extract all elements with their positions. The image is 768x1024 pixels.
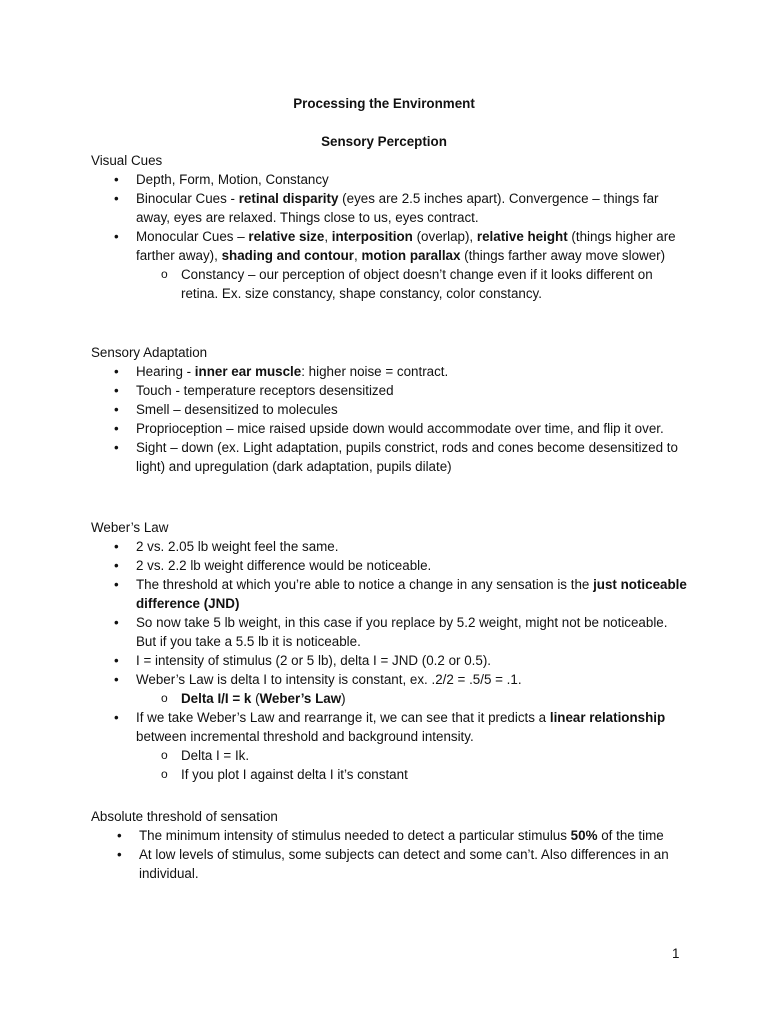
list-item <box>91 537 691 556</box>
section-heading: Visual Cues <box>91 153 163 168</box>
bold-term: inner ear muscle <box>194 364 302 379</box>
section-visual-cues <box>91 151 691 303</box>
text-run: Sight – down (ex. Light adaptation, pupils constrict, rods and cones become desensitized to light) and upregulation (dark adaptation, pupils dilate) <box>136 440 678 474</box>
bullet-list <box>91 537 691 784</box>
text-run: I = intensity of stimulus (2 or 5 lb), delta I = JND (0.2 or 0.5). <box>136 653 491 668</box>
list-item <box>91 419 691 438</box>
text-run: If we take Weber’s Law and rearrange it, we can see that it predicts a <box>136 710 550 725</box>
text-run: The minimum intensity of stimulus needed to detect a particular stimulus <box>139 828 571 843</box>
bullet-list <box>91 362 691 476</box>
list-item <box>91 651 691 670</box>
text-run: ( <box>251 691 260 706</box>
bullet-list <box>91 170 691 303</box>
bold-term: shading and contour <box>221 248 355 263</box>
bold-term: motion parallax <box>361 248 461 263</box>
text-run: Depth, Form, Motion, Constancy <box>136 172 329 187</box>
section-absolute-threshold <box>91 807 691 883</box>
list-item <box>91 708 691 746</box>
text-run: At low levels of stimulus, some subjects can detect and some can’t. Also differences in an individual. <box>139 847 669 881</box>
sub-list-item <box>91 265 691 303</box>
bold-term: 50% <box>570 828 598 843</box>
sub-list-item <box>91 746 691 765</box>
document-title: Processing the Environment <box>293 96 475 111</box>
text-run: , <box>354 248 362 263</box>
text-run: 2 vs. 2.05 lb weight feel the same. <box>136 539 339 554</box>
list-item <box>91 826 691 845</box>
list-item <box>91 613 691 651</box>
bold-term: just noticeable difference (JND) <box>136 577 687 611</box>
text-run: Delta I = Ik. <box>181 748 250 763</box>
text-run: 2 vs. 2.2 lb weight difference would be noticeable. <box>136 558 432 573</box>
text-run: of the time <box>597 828 664 843</box>
text-run: Hearing - <box>136 364 195 379</box>
section-webers-law <box>91 518 691 784</box>
bold-term: interposition <box>331 229 413 244</box>
bold-term: relative height <box>476 229 568 244</box>
document-subtitle: Sensory Perception <box>321 134 447 149</box>
list-item <box>91 575 691 613</box>
bold-term: Delta I/I = k <box>181 691 252 706</box>
text-run: between incremental threshold and background intensity. <box>136 729 474 744</box>
text-run: Binocular Cues - <box>136 191 239 206</box>
text-run: (things higher are farther away), <box>136 229 676 263</box>
text-run: (things farther away move slower) <box>460 248 666 263</box>
text-run: Smell – desensitized to molecules <box>136 402 338 417</box>
section-heading: Weber’s Law <box>91 520 169 535</box>
text-run: Touch - temperature receptors desensitized <box>136 383 394 398</box>
list-item <box>91 400 691 419</box>
text-run: : higher noise = contract. <box>301 364 449 379</box>
text-run: Monocular Cues – <box>136 229 249 244</box>
sub-list-item <box>91 765 691 784</box>
list-item <box>91 845 691 883</box>
bold-term: relative size <box>248 229 325 244</box>
section-heading: Sensory Adaptation <box>91 345 208 360</box>
list-item <box>91 381 691 400</box>
page-number: 1 <box>672 946 680 961</box>
list-item <box>91 170 691 189</box>
list-item <box>91 362 691 381</box>
list-item <box>91 670 691 689</box>
text-run: Weber’s Law is delta I to intensity is constant, ex. .2/2 = .5/5 = .1. <box>136 672 522 687</box>
bold-term: retinal disparity <box>238 191 339 206</box>
text-run: Constancy – our perception of object doesn’t change even if it looks different on retina. Ex. size constancy, shape constancy, color constancy. <box>181 267 653 301</box>
section-heading: Absolute threshold of sensation <box>91 809 278 824</box>
list-item <box>91 438 691 476</box>
text-run: Proprioception – mice raised upside down would accommodate over time, and flip it over. <box>136 421 664 436</box>
text-run: So now take 5 lb weight, in this case if you replace by 5.2 weight, might not be noticeable. But if you take a 5.5 lb it is noticeable. <box>136 615 668 649</box>
list-item <box>91 189 691 227</box>
bold-term: linear relationship <box>549 710 666 725</box>
text-run: , <box>324 229 332 244</box>
bold-term: Weber’s Law <box>259 691 342 706</box>
text-run: ) <box>341 691 346 706</box>
list-item <box>91 556 691 575</box>
list-item <box>91 227 691 265</box>
text-run: If you plot I against delta I it’s constant <box>181 767 408 782</box>
text-run: (overlap), <box>412 229 477 244</box>
text-run: The threshold at which you’re able to notice a change in any sensation is the <box>136 577 594 592</box>
text-run: (eyes are 2.5 inches apart). Convergence – things far away, eyes are relaxed. Things close to us, eyes contract. <box>136 191 659 225</box>
section-sensory-adaptation <box>91 343 691 476</box>
sub-list-item <box>91 689 691 708</box>
bullet-list <box>91 826 691 883</box>
